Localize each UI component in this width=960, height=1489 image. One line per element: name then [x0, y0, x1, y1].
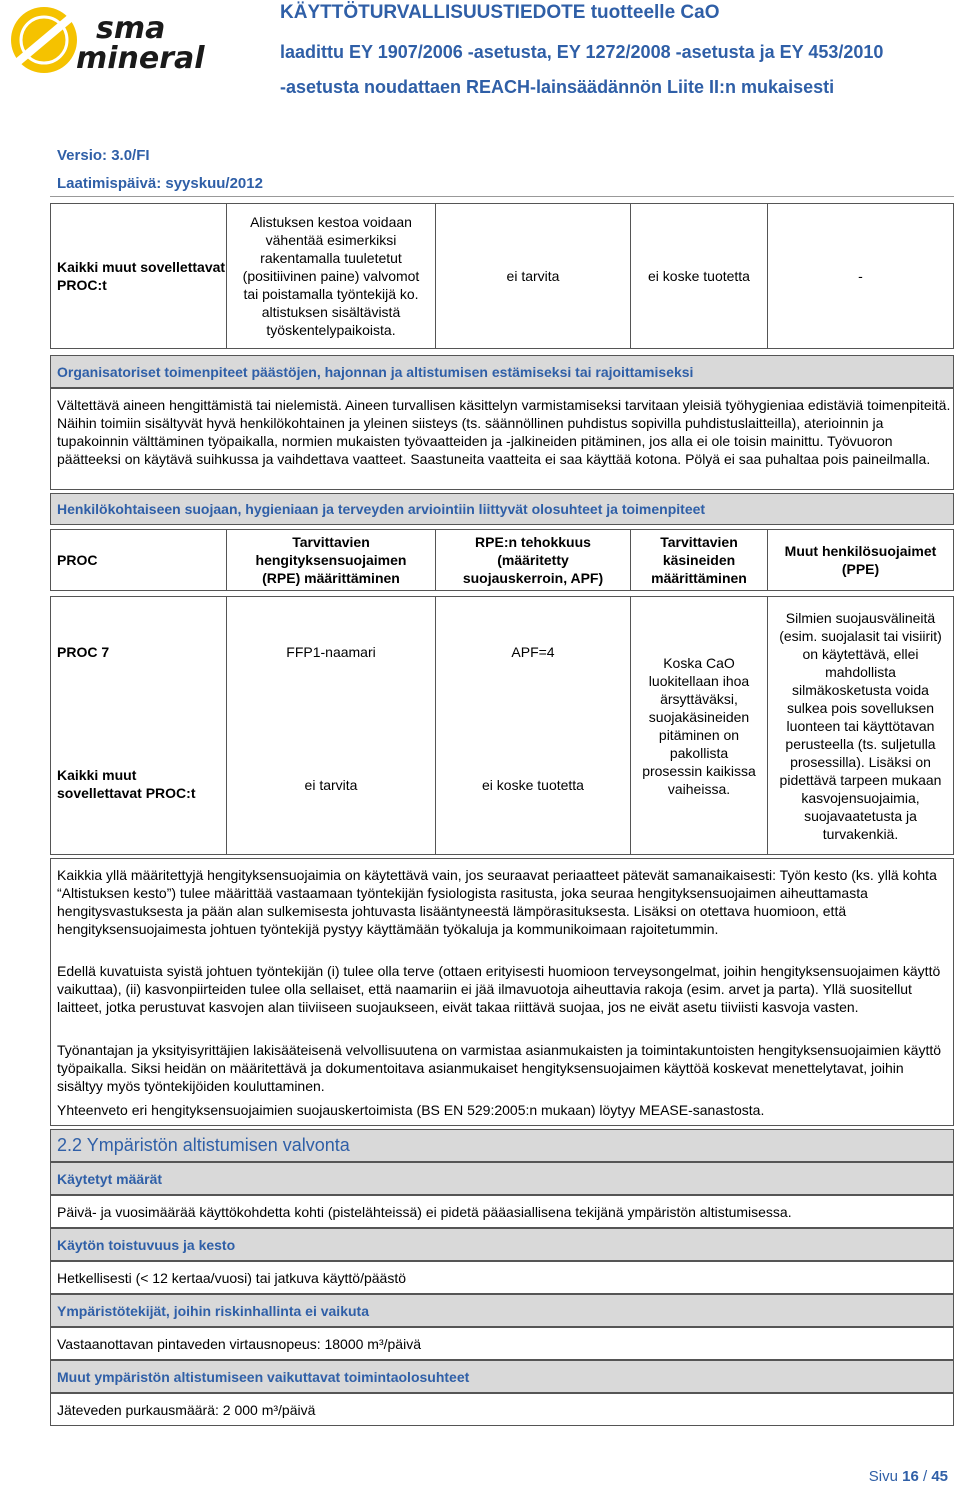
freq-header — [50, 1228, 954, 1261]
amounts-title: Käytetyt määrät — [57, 1170, 163, 1187]
env-section-title: 2.2 Ympäristön altistumisen valvonta — [57, 1135, 350, 1155]
rpe-note-2: Edellä kuvatuista syistä johtuen työntekijän (i) tulee olla terve (ottaen erityisesti huomioon terveysongelmat, joihin hengityksensuojaimen käyttö vaikuttaa), (ii) kasvonpiirteiden tulee olla sellaiset, että naamariin ei jää ilmavuotoja aiheuttavia rakoja (esim. arvet ja parta). Yllä suositellut laitteet, jotka perustuvat kasvojen alan tiiviiseen suojaukseen, eivät takaa riittävä suojaa, jos ne eivät asetu tiiviisti kasvoja vasten. — [57, 963, 941, 1015]
ppe-col-apf: RPE:n tehokkuus (määritetty suojauskerroin, APF) — [435, 529, 631, 591]
page-number — [869, 1468, 948, 1485]
amounts-header — [50, 1162, 954, 1195]
ppe-apf-cell — [435, 596, 631, 855]
svg-text:mineral: mineral — [76, 41, 205, 76]
amounts-text: Päivä- ja vuosimäärää käyttökohdetta kohti (pistelähteissä) ei pidetä pääasiallisena tekijänä ympäristön altistumisessa. — [50, 1195, 954, 1228]
ppe-proc-cell — [50, 596, 227, 855]
ppe-col-proc: PROC — [50, 529, 227, 591]
ppe-row2-rpe: ei tarvita — [304, 777, 358, 793]
top-row-rpe: ei tarvita — [435, 203, 631, 349]
freq-text: Hetkellisesti (< 12 kertaa/vuosi) tai jatkuva käyttö/päästö — [50, 1261, 954, 1294]
ppe-row2-proc: Kaikki muut sovellettavat PROC:t — [57, 767, 196, 801]
ppe-col-rpe: Tarvittavien hengityksensuojaimen (RPE) määrittäminen — [226, 529, 436, 591]
page-label: Sivu — [868, 1468, 898, 1485]
ppe-row1-proc: PROC 7 — [57, 644, 110, 660]
ppe-header — [50, 493, 954, 525]
page-separator: / — [922, 1468, 928, 1485]
top-row-apf: ei koske tuotetta — [630, 203, 768, 349]
rpe-note-1: Kaikkia yllä määritettyjä hengityksensuojaimia on käytettävä vain, jos seuraavat periaatteet pätevät samanaikaisesti: Työn kesto (ks. yllä kohta “Altistuksen kesto”) tulee määrittää vastaamaan työntekijän fysiologista rasitusta, joka seuraa hengityksensuojaimen aiheuttamasta hengitysvastuksesta ja pään alan sulkemisesta johtuvasta lisääntyneestä lämpörasituksesta. Lisäksi on otettava huomioon, että hengityksensuojaimesta johtuen työntekijä pystyy käyttämään työkaluja ja kommunikoimaan rajoitetummin. — [57, 867, 937, 937]
ppe-row2-apf: ei koske tuotetta — [482, 777, 584, 793]
ppe-gloves-cell: Koska CaO luokitellaan ihoa ärsyttäväksi, suojakäsineiden pitäminen on pakollista prosessin kaikissa vaiheissa. — [630, 596, 768, 855]
freq-title: Käytön toistuvuus ja kesto — [57, 1236, 236, 1253]
other-conditions-text: Jäteveden purkausmäärä: 2 000 m³/päivä — [50, 1393, 954, 1426]
envfactors-text: Vastaanottavan pintaveden virtausnopeus: 18000 m³/päivä — [50, 1327, 954, 1360]
envfactors-title: Ympäristötekijät, joihin riskinhallinta ei vaikuta — [57, 1302, 369, 1319]
document-subtitle: laadittu EY 1907/2006 -asetusta, EY 1272/2008 -asetusta ja EY 453/2010 — [280, 42, 884, 62]
date-label: Laatimispäivä: syyskuu/2012 — [57, 175, 263, 192]
top-row-other: - — [767, 203, 954, 349]
org-measures-title: Organisatoriset toimenpiteet päästöjen, hajonnan ja altistumisen estämiseksi tai rajoittamiseksi — [57, 363, 694, 380]
header-divider — [50, 196, 954, 197]
ppe-title: Henkilökohtaiseen suojaan, hygieniaan ja terveyden arviointiin liittyvät olosuhteet ja toimenpiteet — [57, 501, 706, 517]
top-row-measure: Alistuksen kestoa voidaan vähentää esimerkiksi rakentamalla tuuletetut (positiivinen paine) valvomot tai poistamalla työntekijä ko. altistuksen sisältävistä työskentelypaikoista. — [226, 203, 436, 349]
ppe-other-cell: Silmien suojausvälineitä (esim. suojalasit tai visiirit) on käytettävä, ellei mahdollista silmäkosketusta voida sulkea pois sovelluksen luonteen tai käyttötavan perusteella (ts. suljetulla prosessilla). Lisäksi on pidettävä tarpeen mukaan kasvojensuojaimia, suojavaatetusta ja turvakenkiä. — [767, 596, 954, 855]
ppe-row1-apf: APF=4 — [511, 644, 555, 660]
document-subtitle-2: -asetusta noudattaen REACH-lainsäädännön Liite II:n mukaisesti — [280, 77, 835, 97]
ppe-col-other: Muut henkilösuojaimet (PPE) — [767, 529, 954, 591]
top-row-label: Kaikki muut sovellettavat PROC:t — [50, 203, 227, 349]
page-total: 45 — [931, 1468, 948, 1485]
other-conditions-header — [50, 1360, 954, 1393]
svg-text:sma: sma — [96, 11, 166, 46]
other-conditions-title: Muut ympäristön altistumiseen vaikuttavat toimintaolosuhteet — [57, 1368, 470, 1385]
ppe-col-gloves: Tarvittavien käsineiden määrittäminen — [630, 529, 768, 591]
envfactors-header — [50, 1294, 954, 1327]
document-title: KÄYTTÖTURVALLISUUSTIEDOTE tuotteelle CaO — [280, 2, 720, 23]
env-section-header — [50, 1129, 954, 1162]
rpe-note-4: Yhteenveto eri hengityksensuojaimien suojauskertoimista (BS EN 529:2005:n mukaan) löytyy MEASE-sanastosta. — [57, 1102, 765, 1118]
ppe-rpe-cell — [226, 596, 436, 855]
rpe-note-3: Työnantajan ja yksityisyrittäjien lakisääteisenä velvollisuutena on varmistaa asianmukaisten ja toimintakuntoisten hengityksensuojaimien käyttö työpaikalla. Siksi heidän on määritettävä ja dokumentoitava asianmukaiset hengityksensuojaimen käyttöä koskevat menettelytavat, joihin sisältyy myös työntekijöiden kouluttaminen. — [57, 1042, 942, 1094]
org-measures-text: Vältettävä aineen hengittämistä tai nielemistä. Aineen turvallisen käsittelyn varmistamiseksi tarvitaan yleisiä työhygieniaa edistäviä toimenpiteitä. Näihin toimiin sisältyvät hyvä henkilökohtainen ja yleinen siisteys (ts. säännöllinen puhdistus sopivilla puhdistuslaitteilla), aterioinnin ja tupakoinnin välttäminen työpaikalla, normien mukaisten työvaatteiden ja -jalkineiden pitäminen, jos alla ei ole toisin mainittu. Työvuoron päätteeksi on käytävä suihkussa ja vaihdettava vaatteet. Saastuneita vaatteita ei saa käyttää kotona. Pölyä ei saa puhaltaa pois paineilmalla. — [57, 397, 951, 467]
org-measures-header — [50, 355, 954, 388]
page-current: 16 — [902, 1468, 919, 1485]
ppe-row1-rpe: FFP1-naamari — [286, 644, 376, 660]
company-logo — [6, 4, 256, 76]
version-label: Versio: 3.0/FI — [57, 147, 150, 164]
